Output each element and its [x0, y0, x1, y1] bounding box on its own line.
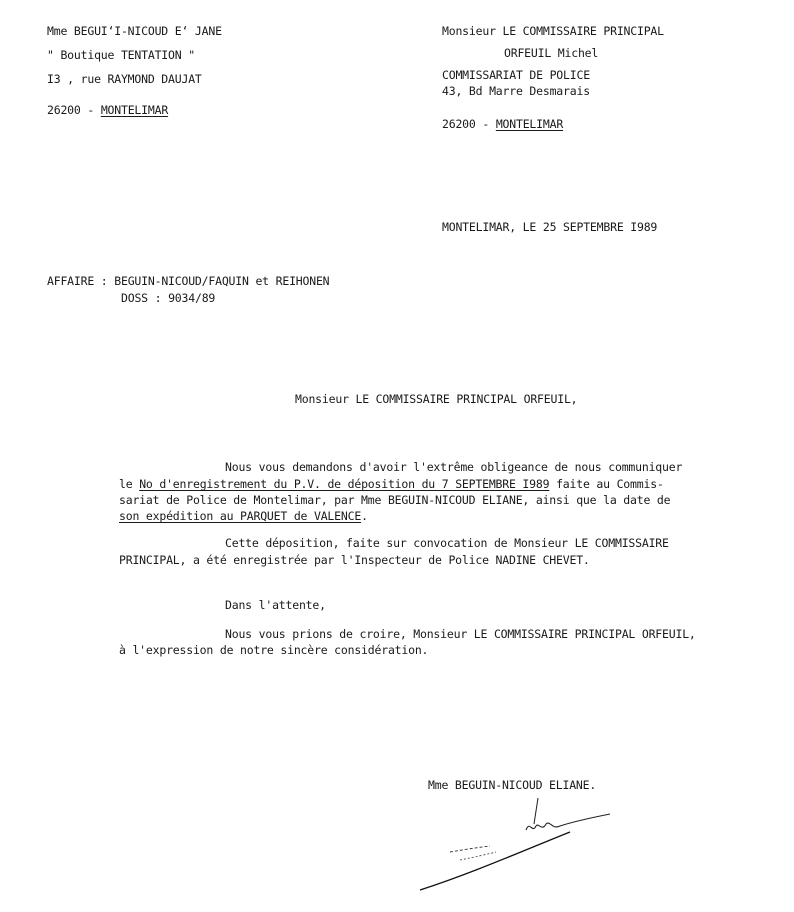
p1-line-1: Nous vous demandons d'avoir l'extrême obligeance de nous communiquer	[225, 460, 683, 474]
recipient-office: COMMISSARIAT DE POLICE	[442, 68, 590, 82]
p4-line-2: à l'expression de notre sincère considération.	[119, 643, 429, 657]
sender-city: MONTELIMAR	[100, 103, 169, 117]
p2-line-1: Cette déposition, faite sur convocation de Monsieur LE COMMISSAIRE	[225, 536, 669, 550]
date-line: MONTELIMAR, LE 25 SEPTEMBRE I989	[442, 220, 658, 234]
p1-line-3: sariat de Police de Montelimar, par Mme BEGUIN-NICOUD ELIANE, ainsi que la date de	[119, 493, 671, 507]
salutation: Monsieur LE COMMISSAIRE PRINCIPAL ORFEUIL,	[295, 392, 578, 406]
p1-line-2-c: faite au Commis-	[556, 477, 664, 491]
sender-postcode: 26200 -	[47, 103, 95, 117]
p3-line: Dans l'attente,	[225, 598, 326, 612]
closing-name: Mme BEGUIN-NICOUD ELIANE.	[428, 778, 597, 792]
recipient-name: ORFEUIL Michel	[504, 46, 599, 60]
affaire-label: AFFAIRE :	[47, 274, 108, 288]
sender-city-line	[47, 103, 168, 117]
doss-line	[121, 291, 215, 305]
doss-label: DOSS :	[121, 291, 162, 305]
doss-value: 9034/89	[168, 291, 216, 305]
p1-line-4	[119, 509, 368, 523]
recipient-title: Monsieur LE COMMISSAIRE PRINCIPAL	[442, 24, 664, 38]
affaire-line	[47, 274, 329, 288]
affaire-value: BEGUIN-NICOUD/FAQUIN et REIHONEN	[114, 274, 330, 288]
p2-line-2: PRINCIPAL, a été enregistrée par l'Inspecteur de Police NADINE CHEVET.	[119, 553, 590, 567]
sender-address: I3 , rue RAYMOND DAUJAT	[47, 72, 202, 86]
p1-line-2-a: le	[119, 477, 133, 491]
signature-icon	[410, 790, 630, 900]
sender-shop: " Boutique TENTATION "	[47, 48, 195, 62]
recipient-address: 43, Bd Marre Desmarais	[442, 84, 590, 98]
p1-reference-underlined: No d'enregistrement du P.V. de déposition du 7 SEPTEMBRE I989	[139, 477, 550, 491]
recipient-city: MONTELIMAR	[495, 117, 564, 131]
p4-line-1: Nous vous prions de croire, Monsieur LE COMMISSAIRE PRINCIPAL ORFEUIL,	[225, 627, 696, 641]
p1-line-4-end: .	[361, 509, 368, 523]
sender-name: Mme BEGUI‘I-NICOUD E‘ JANE	[47, 24, 222, 38]
recipient-postcode: 26200 -	[442, 117, 490, 131]
p1-line-2	[119, 477, 664, 491]
recipient-city-line	[442, 117, 563, 131]
p1-expedition-underlined: son expédition au PARQUET de VALENCE	[119, 509, 362, 523]
